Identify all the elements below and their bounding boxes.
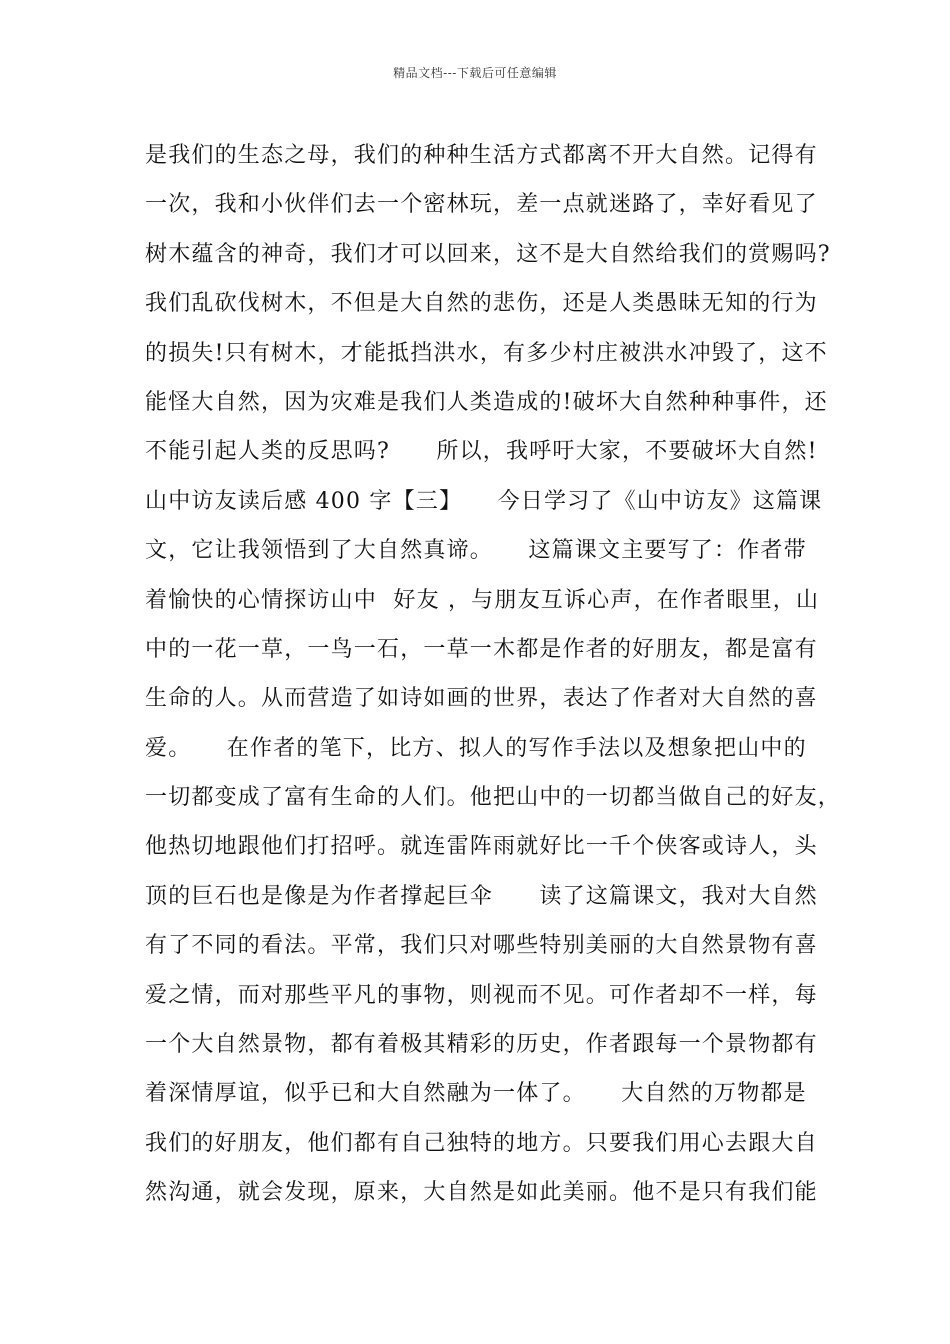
page-header: 精品文档---下载后可任意编辑	[393, 66, 557, 80]
text-line: 着深情厚谊，似乎已和大自然融为一体了。 大自然的万物都是	[145, 1081, 807, 1107]
text-line: 爱之情，而对那些平凡的事物，则视而不见。可作者却不一样，每	[145, 982, 818, 1008]
text-line: 顶的巨石也是像是为作者撑起巨伞 读了这篇课文，我对大自然	[145, 883, 818, 909]
body-text	[145, 131, 842, 1218]
text-line: 然沟通，就会发现，原来，大自然是如此美丽。他不是只有我们能	[145, 1180, 818, 1206]
text-line: 树木蕴含的神奇，我们才可以回来，这不是大自然给我们的赏赐吗?	[145, 241, 831, 267]
text-line: 能怪大自然，因为灾难是我们人类造成的!破坏大自然种种事件，还	[145, 389, 828, 415]
text-line: 有了不同的看法。平常，我们只对哪些特别美丽的大自然景物有喜	[145, 933, 818, 959]
text-line: 着愉快的心情探访山中 好友 ，与朋友互诉心声，在作者眼里，山	[145, 587, 820, 613]
text-line: 中的一花一草，一鸟一石，一草一木都是作者的好朋友，都是富有	[145, 636, 818, 662]
text-line: 山中访友读后感 400 字【三】 今日学习了《山中访友》这篇课	[145, 488, 823, 514]
text-line: 爱。 在作者的笔下，比方、拟人的写作手法以及想象把山中的	[145, 735, 807, 761]
text-line: 他热切地跟他们打招呼。就连雷阵雨就好比一千个侠客或诗人，头	[145, 834, 818, 860]
text-line: 一个大自然景物，都有着极其精彩的历史，作者跟每一个景物都有	[145, 1032, 818, 1058]
text-line: 一切都变成了富有生命的人们。他把山中的一切都当做自己的好友，	[145, 785, 842, 811]
text-line: 是我们的生态之母，我们的种种生活方式都离不开大自然。记得有	[145, 143, 818, 168]
text-line: 不能引起人类的反思吗? 所以，我呼吁大家，不要破坏大自然!	[145, 439, 818, 465]
text-line: 文，它让我领悟到了大自然真谛。 这篇课文主要写了：作者带	[145, 538, 807, 564]
text-line: 一次，我和小伙伴们去一个密林玩，差一点就迷路了，幸好看见了	[145, 192, 818, 218]
text-line: 的损失!只有树木，才能抵挡洪水，有多少村庄被洪水冲毁了，这不	[145, 340, 828, 366]
text-line: 我们乱砍伐树木，不但是大自然的悲伤，还是人类愚昧无知的行为	[145, 291, 818, 317]
text-line: 生命的人。从而营造了如诗如画的世界，表达了作者对大自然的喜	[145, 686, 818, 712]
text-line: 我们的好朋友，他们都有自己独特的地方。只要我们用心去跟大自	[145, 1130, 818, 1156]
